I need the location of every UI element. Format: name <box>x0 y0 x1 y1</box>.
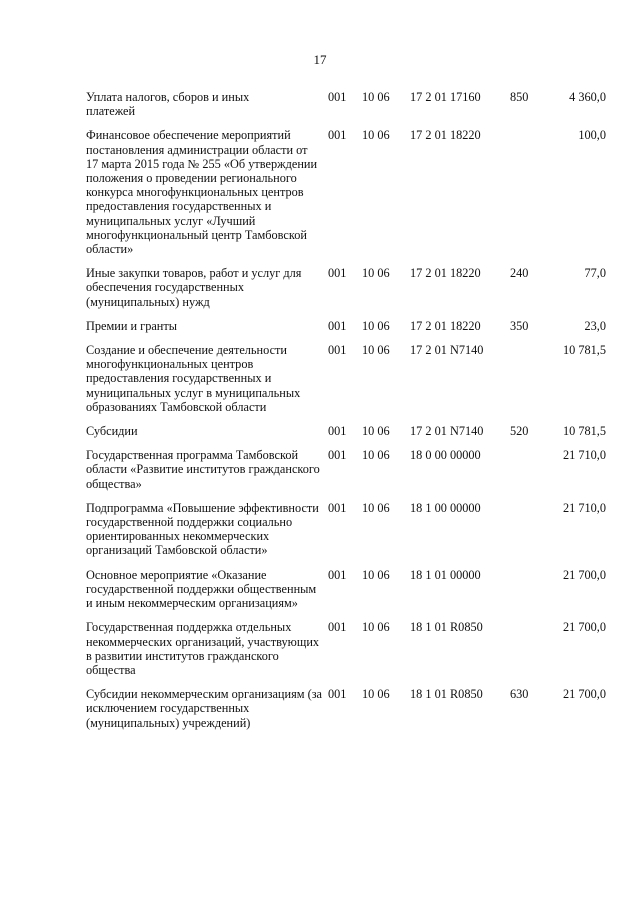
amount: 21 710,0 <box>562 500 606 515</box>
amount: 21 710,0 <box>562 448 606 463</box>
amount: 100,0 <box>578 128 606 143</box>
section-code: 10 06 <box>362 318 390 333</box>
table-row <box>86 128 616 256</box>
ministry-code: 001 <box>328 90 347 104</box>
row-name: Субсидии некоммерческим организациям (за исключением государственных (муниципальных) учреждений) <box>86 687 323 730</box>
target-article-code: 18 0 00 00000 <box>410 448 481 463</box>
expense-type-code: 240 <box>510 266 529 281</box>
target-article-code: 18 1 00 00000 <box>410 500 481 515</box>
ministry-code: 001 <box>328 266 347 281</box>
section-code: 10 06 <box>362 620 390 635</box>
target-article-code: 17 2 01 N7140 <box>410 343 484 358</box>
ministry-code: 001 <box>328 128 347 143</box>
section-code: 10 06 <box>362 343 390 358</box>
row-name: Иные закупки товаров, работ и услуг для обеспечения государственных (муниципальных) нужд <box>86 266 302 309</box>
target-article-code: 18 1 01 R0850 <box>410 620 483 635</box>
table-row <box>86 90 616 118</box>
row-name: Финансовое обеспечение мероприятий постановления администрации области от 17 марта 2015 года № 255 «Об утверждении положения о проведении регионального конкурса многофункциональных центров предоставления государственных и муниципальных услуг «Лучший многофункциональный центр Тамбовской области» <box>86 128 318 257</box>
target-article-code: 17 2 01 17160 <box>410 90 481 104</box>
row-name: Государственная программа Тамбовской области «Развитие институтов гражданского общества» <box>86 448 320 491</box>
ministry-code: 001 <box>328 448 347 463</box>
section-code: 10 06 <box>362 266 390 281</box>
amount: 21 700,0 <box>562 567 606 582</box>
target-article-code: 17 2 01 18220 <box>410 128 481 143</box>
section-code: 10 06 <box>362 687 390 702</box>
ministry-code: 001 <box>328 620 347 635</box>
table-row <box>86 501 616 558</box>
section-code: 10 06 <box>362 567 390 582</box>
ministry-code: 001 <box>328 687 347 702</box>
table-row <box>86 568 616 611</box>
row-name: Подпрограмма «Повышение эффективности государственной поддержки социально ориентированных некоммерческих организаций Тамбовской области» <box>86 500 319 558</box>
table-row <box>86 266 616 309</box>
section-code: 10 06 <box>362 500 390 515</box>
table-row <box>86 687 616 730</box>
row-name: Создание и обеспечение деятельности многофункциональных центров предоставления государственных и муниципальных услуг в муниципальных образованиях Тамбовской области <box>86 343 301 414</box>
table-row <box>86 620 616 677</box>
expense-type-code: 350 <box>510 318 529 333</box>
ministry-code: 001 <box>328 424 347 439</box>
ministry-code: 001 <box>328 500 347 515</box>
table-row <box>86 424 616 438</box>
target-article-code: 17 2 01 N7140 <box>410 424 484 439</box>
amount: 10 781,5 <box>562 343 606 358</box>
amount: 10 781,5 <box>562 424 606 439</box>
table-row <box>86 343 616 414</box>
ministry-code: 001 <box>328 567 347 582</box>
target-article-code: 17 2 01 18220 <box>410 318 481 333</box>
section-code: 10 06 <box>362 448 390 463</box>
section-code: 10 06 <box>362 128 390 143</box>
row-name: Государственная поддержка отдельных некоммерческих организаций, участвующих в развитии институтов гражданского общества <box>86 620 320 677</box>
ministry-code: 001 <box>328 318 347 333</box>
row-name: Основное мероприятие «Оказание государственной поддержки общественным и иным некоммерческим организациям» <box>86 567 317 611</box>
amount: 23,0 <box>584 318 606 333</box>
section-code: 10 06 <box>362 424 390 439</box>
target-article-code: 17 2 01 18220 <box>410 266 481 281</box>
budget-table <box>86 90 616 730</box>
row-name: Субсидии <box>86 424 138 439</box>
expense-type-code: 630 <box>510 687 529 702</box>
section-code: 10 06 <box>362 90 390 104</box>
table-row <box>86 319 616 333</box>
table-row <box>86 448 616 491</box>
amount: 4 360,0 <box>569 90 606 104</box>
amount: 21 700,0 <box>562 620 606 635</box>
amount: 77,0 <box>584 266 606 281</box>
row-name: Уплата налогов, сборов и иных платежей <box>86 90 250 119</box>
target-article-code: 18 1 01 00000 <box>410 567 481 582</box>
row-name: Премии и гранты <box>86 318 178 333</box>
expense-type-code: 520 <box>510 424 529 439</box>
page-number: 17 <box>313 52 327 67</box>
expense-type-code: 850 <box>510 90 529 104</box>
target-article-code: 18 1 01 R0850 <box>410 687 483 702</box>
ministry-code: 001 <box>328 343 347 358</box>
amount: 21 700,0 <box>562 687 606 702</box>
